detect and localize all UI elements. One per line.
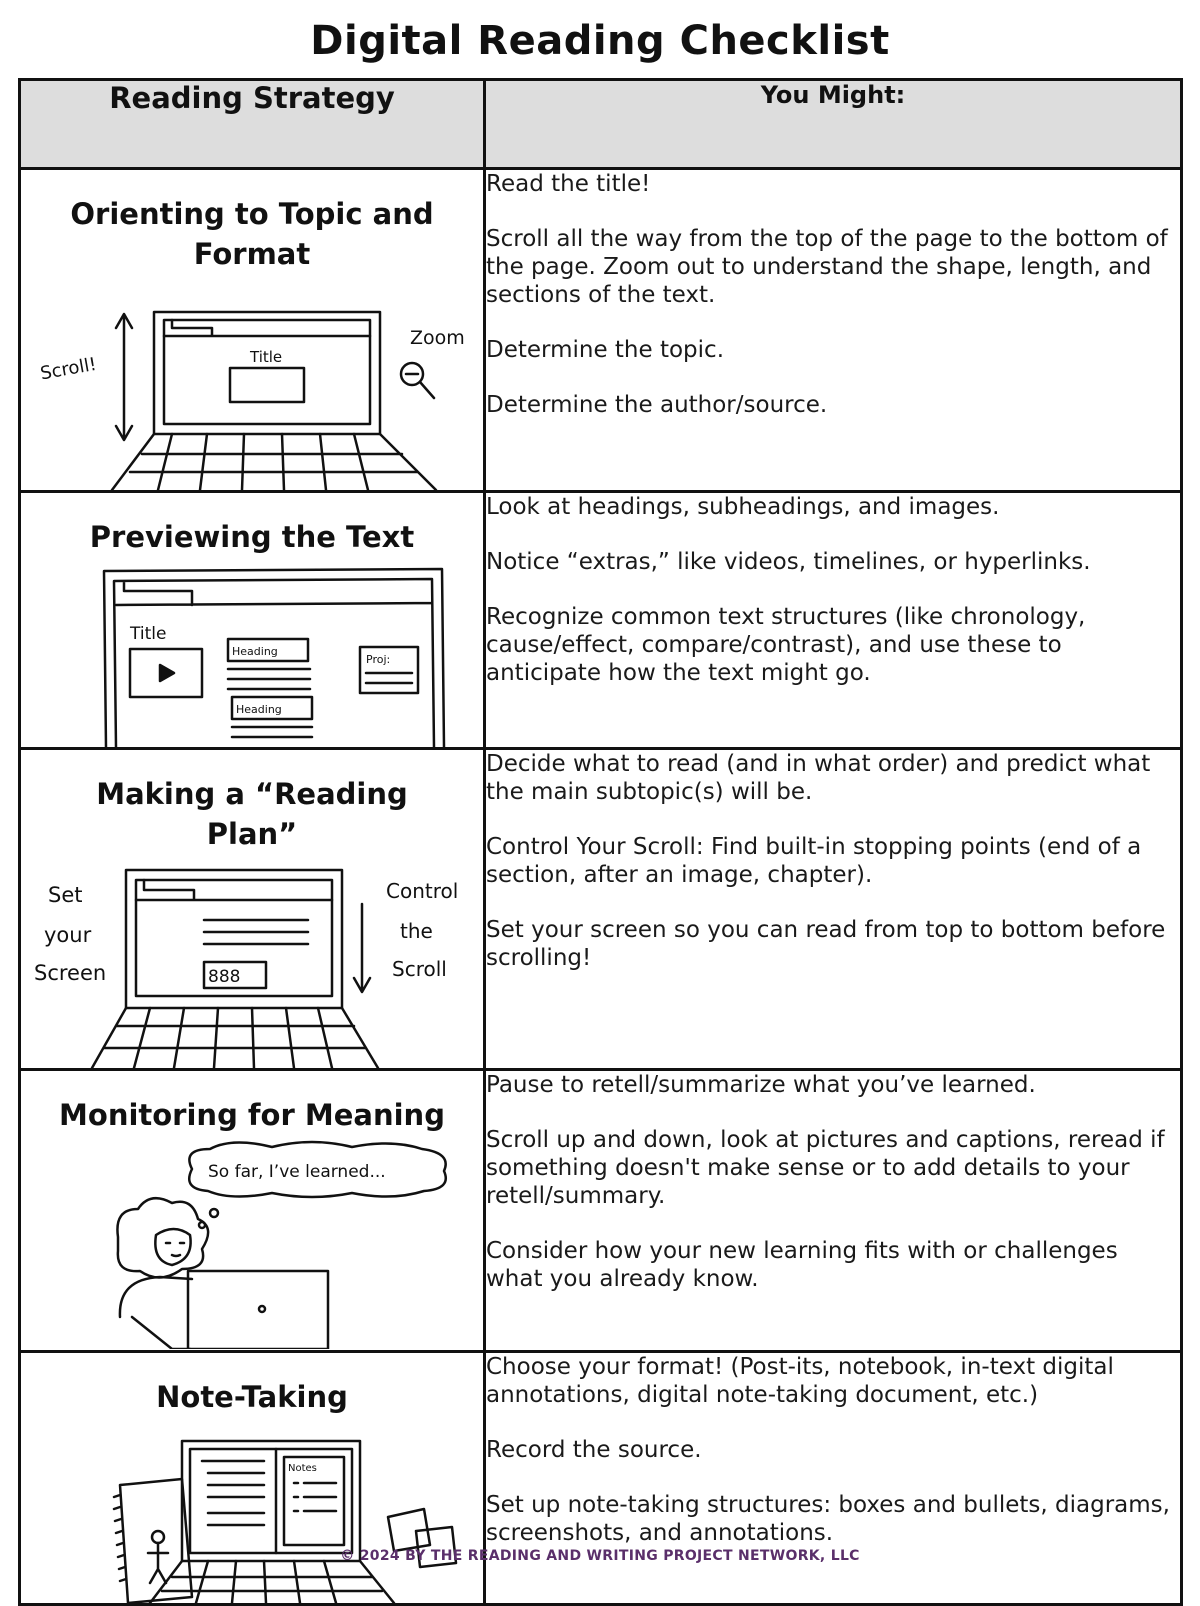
action-item: Determine the author/source.	[486, 392, 828, 418]
strategy-cell	[20, 749, 485, 1070]
sketch-label-scroll: Scroll	[392, 957, 447, 981]
sketch-label-heading: Heading	[232, 645, 278, 658]
table-row	[20, 169, 1182, 492]
person-hair	[117, 1198, 208, 1277]
reading-plan-sketch	[32, 858, 472, 1068]
laptop-screen-outline	[182, 1441, 360, 1561]
down-arrow-icon	[354, 904, 370, 992]
sketch-label-heading-2: Heading	[236, 703, 282, 716]
action-item: Recognize common text structures (like chronology, cause/effect, compare/contrast), and use these to anticipate how the text might go.	[486, 604, 1086, 686]
header-row	[20, 80, 1182, 169]
magnifier-icon	[401, 363, 434, 398]
sketch-label-888: 888	[208, 967, 241, 987]
browser-preview-sketch	[32, 561, 472, 747]
action-item: Choose your format! (Post-its, notebook, in-text digital annotations, digital note-taking document, etc.)	[486, 1354, 1114, 1408]
header-you-might: You Might:	[485, 80, 1182, 169]
action-item: Determine the topic.	[486, 337, 725, 363]
table-row	[20, 1352, 1182, 1605]
laptop-zoom-sketch	[32, 278, 472, 490]
sketch-label-scroll: Scroll!	[38, 353, 99, 385]
laptop-screen-outline	[154, 312, 380, 434]
title-box	[230, 368, 304, 402]
action-item: Decide what to read (and in what order) and predict what the main subtopic(s) will be.	[486, 751, 1151, 805]
person-thinking-sketch	[32, 1139, 472, 1349]
strategy-title: Making a “Reading Plan”	[96, 777, 408, 851]
strategy-title: Monitoring for Meaning	[59, 1098, 445, 1132]
table-row	[20, 749, 1182, 1070]
strategy-title: Orienting to Topic and Format	[70, 197, 434, 271]
action-item: Set up note-taking structures: boxes and bullets, diagrams, screenshots, and annotations.	[486, 1492, 1170, 1546]
sketch-label-notes: Notes	[288, 1463, 317, 1474]
action-item: Set your screen so you can read from top to bottom before scrolling!	[486, 917, 1166, 971]
sketch-label-screen: Screen	[34, 961, 107, 985]
actions-cell	[485, 492, 1182, 749]
sketch-label-your: your	[44, 923, 92, 947]
copyright-footer: © 2024 BY THE READING AND WRITING PROJECT NETWORK, LLC	[340, 1548, 860, 1564]
sketch-label-zoom: Zoom	[410, 327, 465, 349]
sketch-label-control: Control	[386, 879, 459, 903]
action-item: Read the title!	[486, 171, 651, 197]
play-icon	[160, 665, 174, 681]
action-item: Notice “extras,” like videos, timelines, or hyperlinks.	[486, 549, 1091, 575]
strategy-cell	[20, 492, 485, 749]
sketch-thought-text: So far, I’ve learned...	[208, 1162, 386, 1182]
checklist-table	[18, 78, 1183, 1606]
actions-cell	[485, 1352, 1182, 1605]
action-item: Consider how your new learning fits with or challenges what you already know.	[486, 1238, 1118, 1292]
strategy-cell	[20, 169, 485, 492]
action-item: Pause to retell/summarize what you’ve learned.	[486, 1072, 1036, 1098]
person-face	[155, 1229, 190, 1265]
action-item: Scroll all the way from the top of the page to the bottom of the page. Zoom out to understand the shape, length, and sections of the text.	[486, 226, 1168, 308]
table-row	[20, 1070, 1182, 1352]
strategy-title: Note-Taking	[156, 1380, 348, 1414]
action-item: Scroll up and down, look at pictures and captions, reread if something doesn't make sense or to add details to your retell/summary.	[486, 1127, 1165, 1209]
scroll-arrow-icon	[116, 314, 132, 440]
action-item: Control Your Scroll: Find built-in stopping points (end of a section, after an image, chapter).	[486, 834, 1142, 888]
page-title: Digital Reading Checklist	[310, 18, 890, 64]
actions-cell	[485, 169, 1182, 492]
sketch-label-title: Title	[250, 348, 283, 366]
sketch-label-set: Set	[48, 883, 83, 907]
table-row	[20, 492, 1182, 749]
strategy-title: Previewing the Text	[89, 520, 415, 554]
note-taking-sketch	[32, 1421, 472, 1603]
actions-cell	[485, 749, 1182, 1070]
sketch-label-proj: Proj:	[366, 653, 391, 666]
browser-window-outline	[104, 569, 444, 747]
sketch-label-the: the	[400, 919, 433, 943]
action-item: Record the source.	[486, 1437, 702, 1463]
sketch-label-title: Title	[130, 624, 167, 644]
header-reading-strategy: Reading Strategy	[20, 80, 485, 169]
action-item: Look at headings, subheadings, and images.	[486, 494, 1000, 520]
strategy-cell	[20, 1070, 485, 1352]
actions-cell	[485, 1070, 1182, 1352]
strategy-cell	[20, 1352, 485, 1605]
